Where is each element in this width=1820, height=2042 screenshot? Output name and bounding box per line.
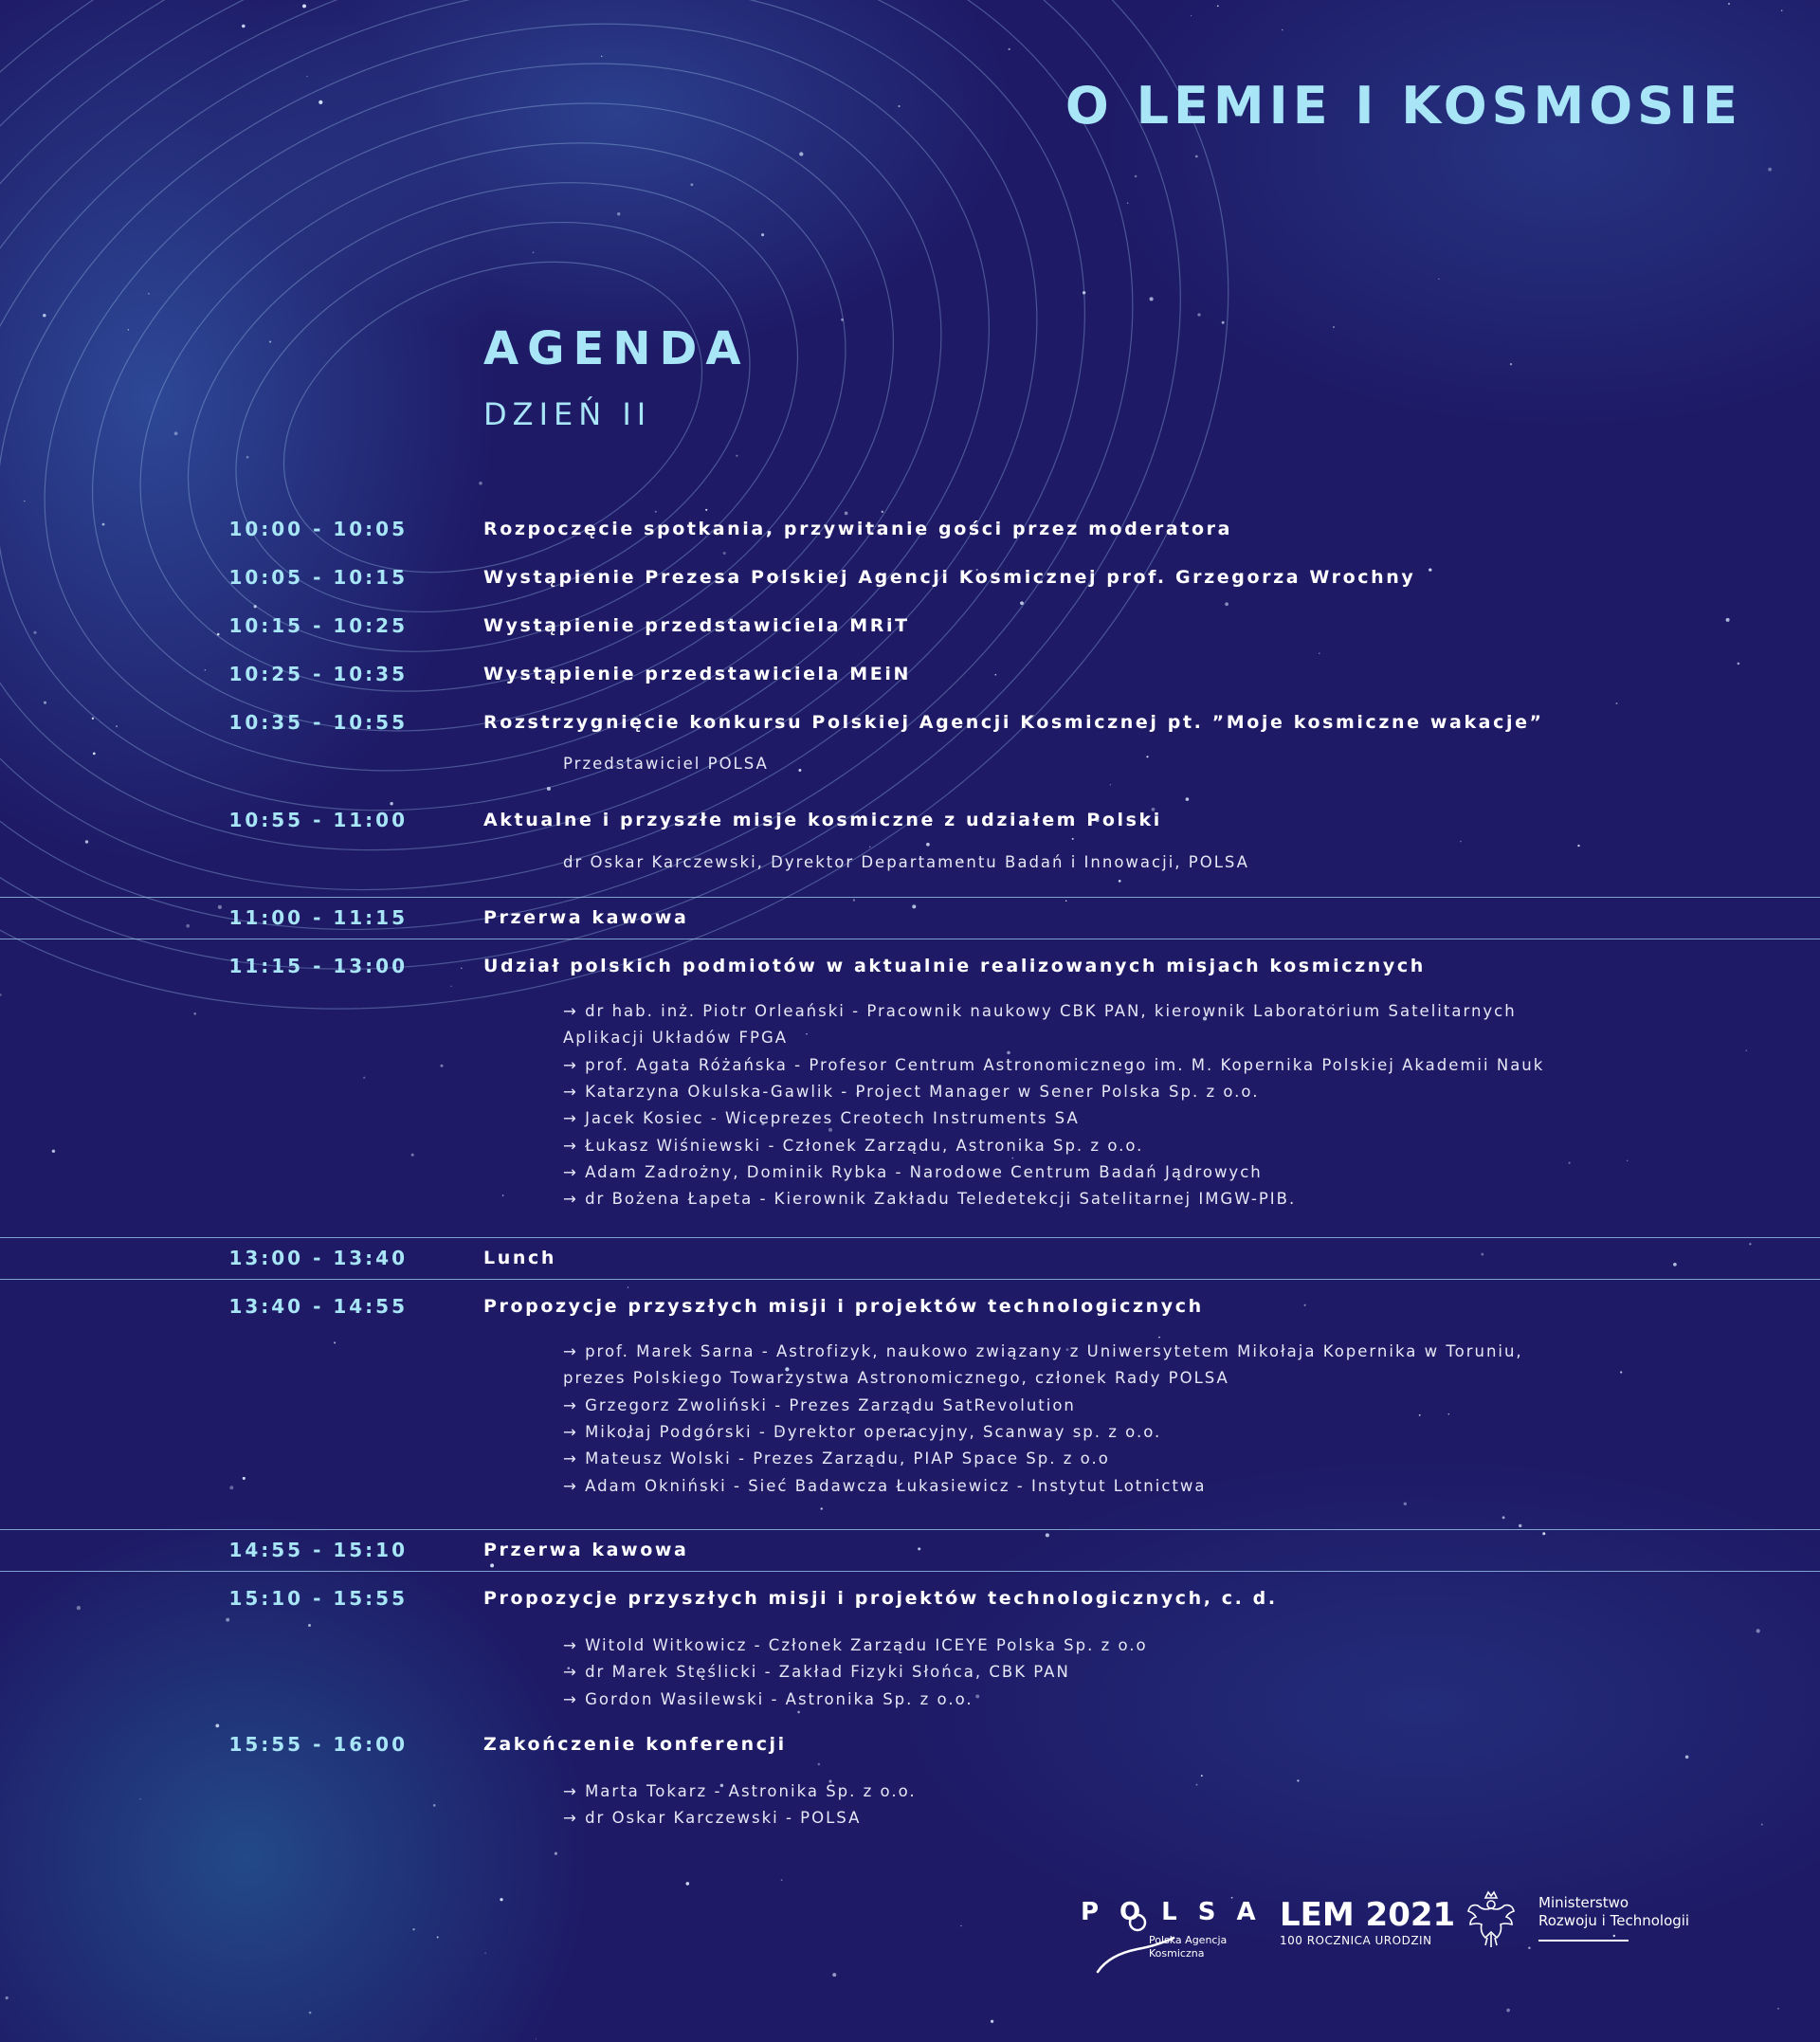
- star: [363, 1077, 365, 1079]
- star: [306, 76, 307, 77]
- star: [24, 501, 26, 502]
- star: [1781, 9, 1783, 11]
- star: [821, 1507, 823, 1509]
- star: [193, 1012, 196, 1015]
- star: [806, 1033, 807, 1034]
- divider: [0, 1279, 1820, 1280]
- star: [1777, 2008, 1779, 2010]
- star: [1569, 1162, 1571, 1164]
- orbit-ring: [0, 0, 1287, 1113]
- partner-logos: [0, 1887, 1820, 2000]
- agenda-speaker: dr Oskar Karczewski, Dyrektor Departamentu Badań i Innowacji, POLSA: [563, 853, 1249, 871]
- star: [1761, 1824, 1763, 1826]
- star: [242, 25, 246, 28]
- star: [841, 319, 844, 321]
- agenda-speaker: → dr Oskar Karczewski - POLSA: [563, 1809, 862, 1827]
- star: [334, 1341, 336, 1343]
- star: [1577, 845, 1579, 847]
- star: [1217, 5, 1219, 7]
- star: [1072, 838, 1074, 840]
- ministry-name-line: Ministerstwo: [1538, 1894, 1629, 1911]
- agenda-time: 11:00 - 11:15: [228, 906, 408, 929]
- star: [93, 753, 96, 756]
- star: [1620, 1371, 1622, 1373]
- star: [798, 769, 801, 772]
- polish-eagle-emblem-icon: [1465, 1890, 1518, 1949]
- star: [1738, 663, 1740, 665]
- divider: [0, 897, 1820, 898]
- agenda-item-title: Lunch: [483, 1248, 556, 1268]
- star: [186, 924, 190, 928]
- star: [1429, 568, 1431, 571]
- agenda-time: 15:55 - 16:00: [228, 1733, 408, 1756]
- star: [254, 605, 257, 608]
- agenda-speaker: → Adam Okniński - Sieć Badawcza Łukasiewicz - Instytut Lotnictwa: [563, 1477, 1207, 1495]
- star: [1746, 1049, 1747, 1050]
- agenda-speaker: → Łukasz Wiśniewski - Członek Zarządu, Astronika Sp. z o.o.: [563, 1137, 1144, 1155]
- star: [139, 1798, 140, 1799]
- star: [1726, 618, 1730, 622]
- agenda-time: 11:15 - 13:00: [228, 955, 408, 977]
- agenda-item-title: Wystąpienie przedstawiciela MRiT: [483, 615, 910, 636]
- agenda-speaker: → Katarzyna Okulska-Gawlik - Project Manager w Sener Polska Sp. z o.o.: [563, 1083, 1260, 1101]
- agenda-speaker: → Grzegorz Zwoliński - Prezes Zarządu SatRevolution: [563, 1396, 1076, 1414]
- agenda-item-title: Propozycje przyszłych misji i projektów technologicznych, c. d.: [483, 1588, 1278, 1609]
- agenda-speaker: → Jacek Kosiec - Wiceprezes Creotech Instruments SA: [563, 1109, 1080, 1127]
- star: [1150, 297, 1154, 301]
- agenda-item-title: Aktualne i przyszłe misje kosmiczne z udziałem Polski: [483, 810, 1162, 830]
- star: [1460, 841, 1461, 842]
- star: [655, 511, 657, 513]
- star: [1196, 1784, 1198, 1786]
- star: [246, 456, 249, 459]
- star: [33, 631, 36, 634]
- agenda-speaker: → prof. Agata Różańska - Profesor Centrum Astronomicznego im. M. Kopernika Polskiej Akademii Nauk: [563, 1056, 1545, 1074]
- star: [761, 233, 764, 236]
- star: [461, 968, 463, 970]
- star: [450, 986, 451, 987]
- agenda-item-title: Zakończenie konferencji: [483, 1734, 787, 1755]
- star: [601, 56, 602, 57]
- star: [898, 105, 900, 107]
- star: [912, 904, 916, 908]
- agenda-speaker: → Marta Tokarz - Astronika Sp. z o.o.: [563, 1782, 917, 1800]
- star: [215, 1724, 219, 1728]
- lem2021-subtitle: 100 ROCZNICA URODZIN: [1280, 1934, 1432, 1947]
- star: [217, 633, 220, 636]
- star: [0, 994, 2, 996]
- lem2021-wordmark: LEM 2021: [1280, 1896, 1456, 1934]
- star: [490, 1563, 494, 1567]
- star: [479, 482, 482, 485]
- star: [102, 523, 105, 526]
- star: [994, 674, 996, 676]
- star: [1020, 601, 1024, 605]
- agenda-speaker: → Gordon Wasilewski - Astronika Sp. z o.o.: [563, 1690, 974, 1708]
- star: [52, 1150, 55, 1153]
- star: [1225, 602, 1228, 606]
- star: [1197, 313, 1200, 316]
- star: [1510, 363, 1512, 365]
- star: [690, 183, 693, 186]
- star: [1685, 1756, 1689, 1759]
- star: [1046, 1533, 1049, 1537]
- polsa-wordmark: POLSA: [1081, 1898, 1277, 1926]
- agenda-item-title: Wystąpienie przedstawiciela MEiN: [483, 664, 911, 684]
- divider: [0, 1237, 1820, 1238]
- star: [1481, 1253, 1483, 1256]
- star: [547, 787, 551, 791]
- agenda-time: 14:55 - 15:10: [228, 1539, 408, 1561]
- agenda-speaker: → dr Marek Stęślicki - Zakład Fizyki Słońca, CBK PAN: [563, 1663, 1070, 1681]
- agenda-time: 10:25 - 10:35: [228, 663, 408, 685]
- star: [390, 802, 392, 805]
- star: [1201, 1775, 1203, 1777]
- agenda-item-title: Propozycje przyszłych misji i projektów technologicznych: [483, 1296, 1204, 1317]
- star: [218, 905, 222, 909]
- agenda-time: 10:00 - 10:05: [228, 518, 408, 540]
- agenda-title: AGENDA: [483, 322, 750, 375]
- star: [705, 509, 707, 511]
- star: [736, 455, 737, 457]
- star: [502, 1194, 504, 1196]
- agenda-item-title: Udział polskich podmiotów w aktualnie realizowanych misjach kosmicznych: [483, 956, 1426, 976]
- star: [1009, 48, 1010, 50]
- star: [1222, 321, 1225, 324]
- star: [433, 1804, 436, 1807]
- star: [411, 1154, 414, 1157]
- star: [1438, 278, 1440, 280]
- star: [128, 329, 130, 331]
- agenda-speaker: → prof. Marek Sarna - Astrofizyk, naukowo związany z Uniwersytetem Mikołaja Kopernika w Toruniu,: [563, 1342, 1523, 1360]
- ministry-underline: [1538, 1940, 1629, 1942]
- event-title: O LEMIE I KOSMOSIE: [1065, 76, 1742, 136]
- star: [1146, 756, 1148, 757]
- star: [1542, 1532, 1545, 1535]
- star: [1627, 1160, 1628, 1161]
- agenda-day: DZIEŃ II: [483, 396, 652, 432]
- star: [723, 552, 726, 555]
- agenda-time: 15:10 - 15:55: [228, 1587, 408, 1610]
- star: [77, 1606, 81, 1610]
- divider: [0, 1571, 1820, 1572]
- star: [882, 511, 883, 513]
- star: [1191, 15, 1192, 16]
- star: [440, 1065, 443, 1067]
- star: [1756, 1629, 1760, 1632]
- agenda-speaker: → Witold Witkowicz - Członek Zarządu ICEYE Polska Sp. z o.o: [563, 1636, 1148, 1654]
- star: [1110, 784, 1111, 785]
- star: [1186, 797, 1190, 801]
- agenda-item-title: Przerwa kawowa: [483, 1540, 689, 1560]
- star: [1333, 326, 1335, 328]
- star: [92, 718, 94, 720]
- star: [918, 1547, 920, 1550]
- star: [116, 725, 118, 727]
- agenda-time: 10:15 - 10:25: [228, 614, 408, 637]
- star: [302, 4, 306, 8]
- star: [1304, 1304, 1306, 1306]
- polsa-subtitle-line: Polska Agencja: [1149, 1934, 1228, 1946]
- agenda-speaker: → Mikołaj Podgórski - Dyrektor operacyjny, Scanway sp. z o.o.: [563, 1423, 1162, 1441]
- star: [226, 1618, 229, 1622]
- star: [1119, 880, 1121, 883]
- agenda-time: 10:35 - 10:55: [228, 711, 408, 734]
- orbit-ring: [0, 0, 1047, 899]
- star: [1616, 702, 1618, 704]
- agenda-speaker: prezes Polskiego Towarzystwa Astronomicznego, członek Rady POLSA: [563, 1369, 1229, 1387]
- agenda-speaker: → dr Bożena Łapeta - Kierownik Zakładu Teledetekcji Satelitarnej IMGW-PIB.: [563, 1190, 1297, 1208]
- star: [1297, 1779, 1299, 1781]
- ministry-name: [1538, 1894, 1728, 1930]
- star: [781, 1879, 783, 1881]
- agenda-time: 10:05 - 10:15: [228, 566, 408, 589]
- star: [926, 843, 930, 847]
- star: [1135, 175, 1138, 178]
- star: [1282, 29, 1283, 31]
- agenda-speaker: Aplikacji Układów FPGA: [563, 1029, 789, 1047]
- agenda-speaker: → Adam Zadrożny, Dominik Rybka - Narodowe Centrum Badań Jądrowych: [563, 1163, 1263, 1181]
- star: [853, 899, 855, 901]
- agenda-speaker: → dr hab. inż. Piotr Orleański - Pracownik naukowy CBK PAN, kierownik Laboratorium Satelitarnych: [563, 1002, 1517, 1020]
- star: [318, 100, 322, 104]
- star: [148, 293, 150, 295]
- agenda-item-title: Rozstrzygnięcie konkursu Polskiej Agencji Kosmicznej pt. ”Moje kosmiczne wakacje”: [483, 712, 1544, 733]
- star: [845, 512, 848, 516]
- star: [817, 1763, 820, 1766]
- polsa-subtitle-line: Kosmiczna: [1149, 1947, 1205, 1960]
- star: [533, 252, 535, 254]
- star: [85, 840, 88, 843]
- ministry-name-line: Rozwoju i Technologii: [1538, 1912, 1690, 1929]
- star: [1728, 3, 1730, 5]
- star: [1768, 168, 1772, 172]
- star: [308, 1624, 311, 1627]
- star: [229, 1486, 233, 1489]
- star: [1673, 1263, 1677, 1267]
- star: [685, 1882, 689, 1886]
- star: [309, 2012, 312, 2015]
- star: [43, 314, 46, 317]
- star: [1404, 1503, 1407, 1505]
- agenda-time: 13:00 - 13:40: [228, 1247, 408, 1269]
- divider: [0, 1529, 1820, 1530]
- agenda-item-title: Przerwa kawowa: [483, 907, 689, 928]
- star: [1506, 2009, 1510, 2013]
- agenda-speaker: → Mateusz Wolski - Prezes Zarządu, PIAP Space Sp. z o.o: [563, 1449, 1110, 1468]
- polsa-subtitle: [1149, 1934, 1263, 1960]
- star: [174, 431, 178, 435]
- star: [1448, 1413, 1450, 1415]
- star: [243, 1477, 246, 1480]
- star: [1419, 1414, 1421, 1416]
- star: [1519, 1524, 1521, 1527]
- star: [1195, 155, 1198, 158]
- star: [536, 2038, 537, 2039]
- star: [1319, 653, 1320, 654]
- star: [269, 341, 271, 343]
- star: [628, 1286, 629, 1288]
- star: [1083, 291, 1085, 294]
- star: [617, 212, 620, 215]
- agenda-speaker: Przedstawiciel POLSA: [563, 755, 769, 773]
- agenda-item-title: Wystąpienie Prezesa Polskiej Agencji Kosmicznej prof. Grzegorza Wrochny: [483, 567, 1416, 588]
- agenda-time: 13:40 - 14:55: [228, 1295, 408, 1318]
- star: [205, 669, 207, 671]
- star: [975, 1694, 979, 1698]
- star: [44, 702, 46, 704]
- star: [1502, 1516, 1505, 1519]
- agenda-time: 10:55 - 11:00: [228, 809, 408, 831]
- agenda-item-title: Rozpoczęcie spotkania, przywitanie gości przez moderatora: [483, 519, 1232, 539]
- star: [799, 152, 803, 155]
- star: [1749, 1243, 1751, 1245]
- star: [869, 847, 870, 848]
- star: [991, 2020, 993, 2023]
- star: [1065, 900, 1066, 901]
- star: [555, 1852, 557, 1855]
- star: [1127, 202, 1128, 203]
